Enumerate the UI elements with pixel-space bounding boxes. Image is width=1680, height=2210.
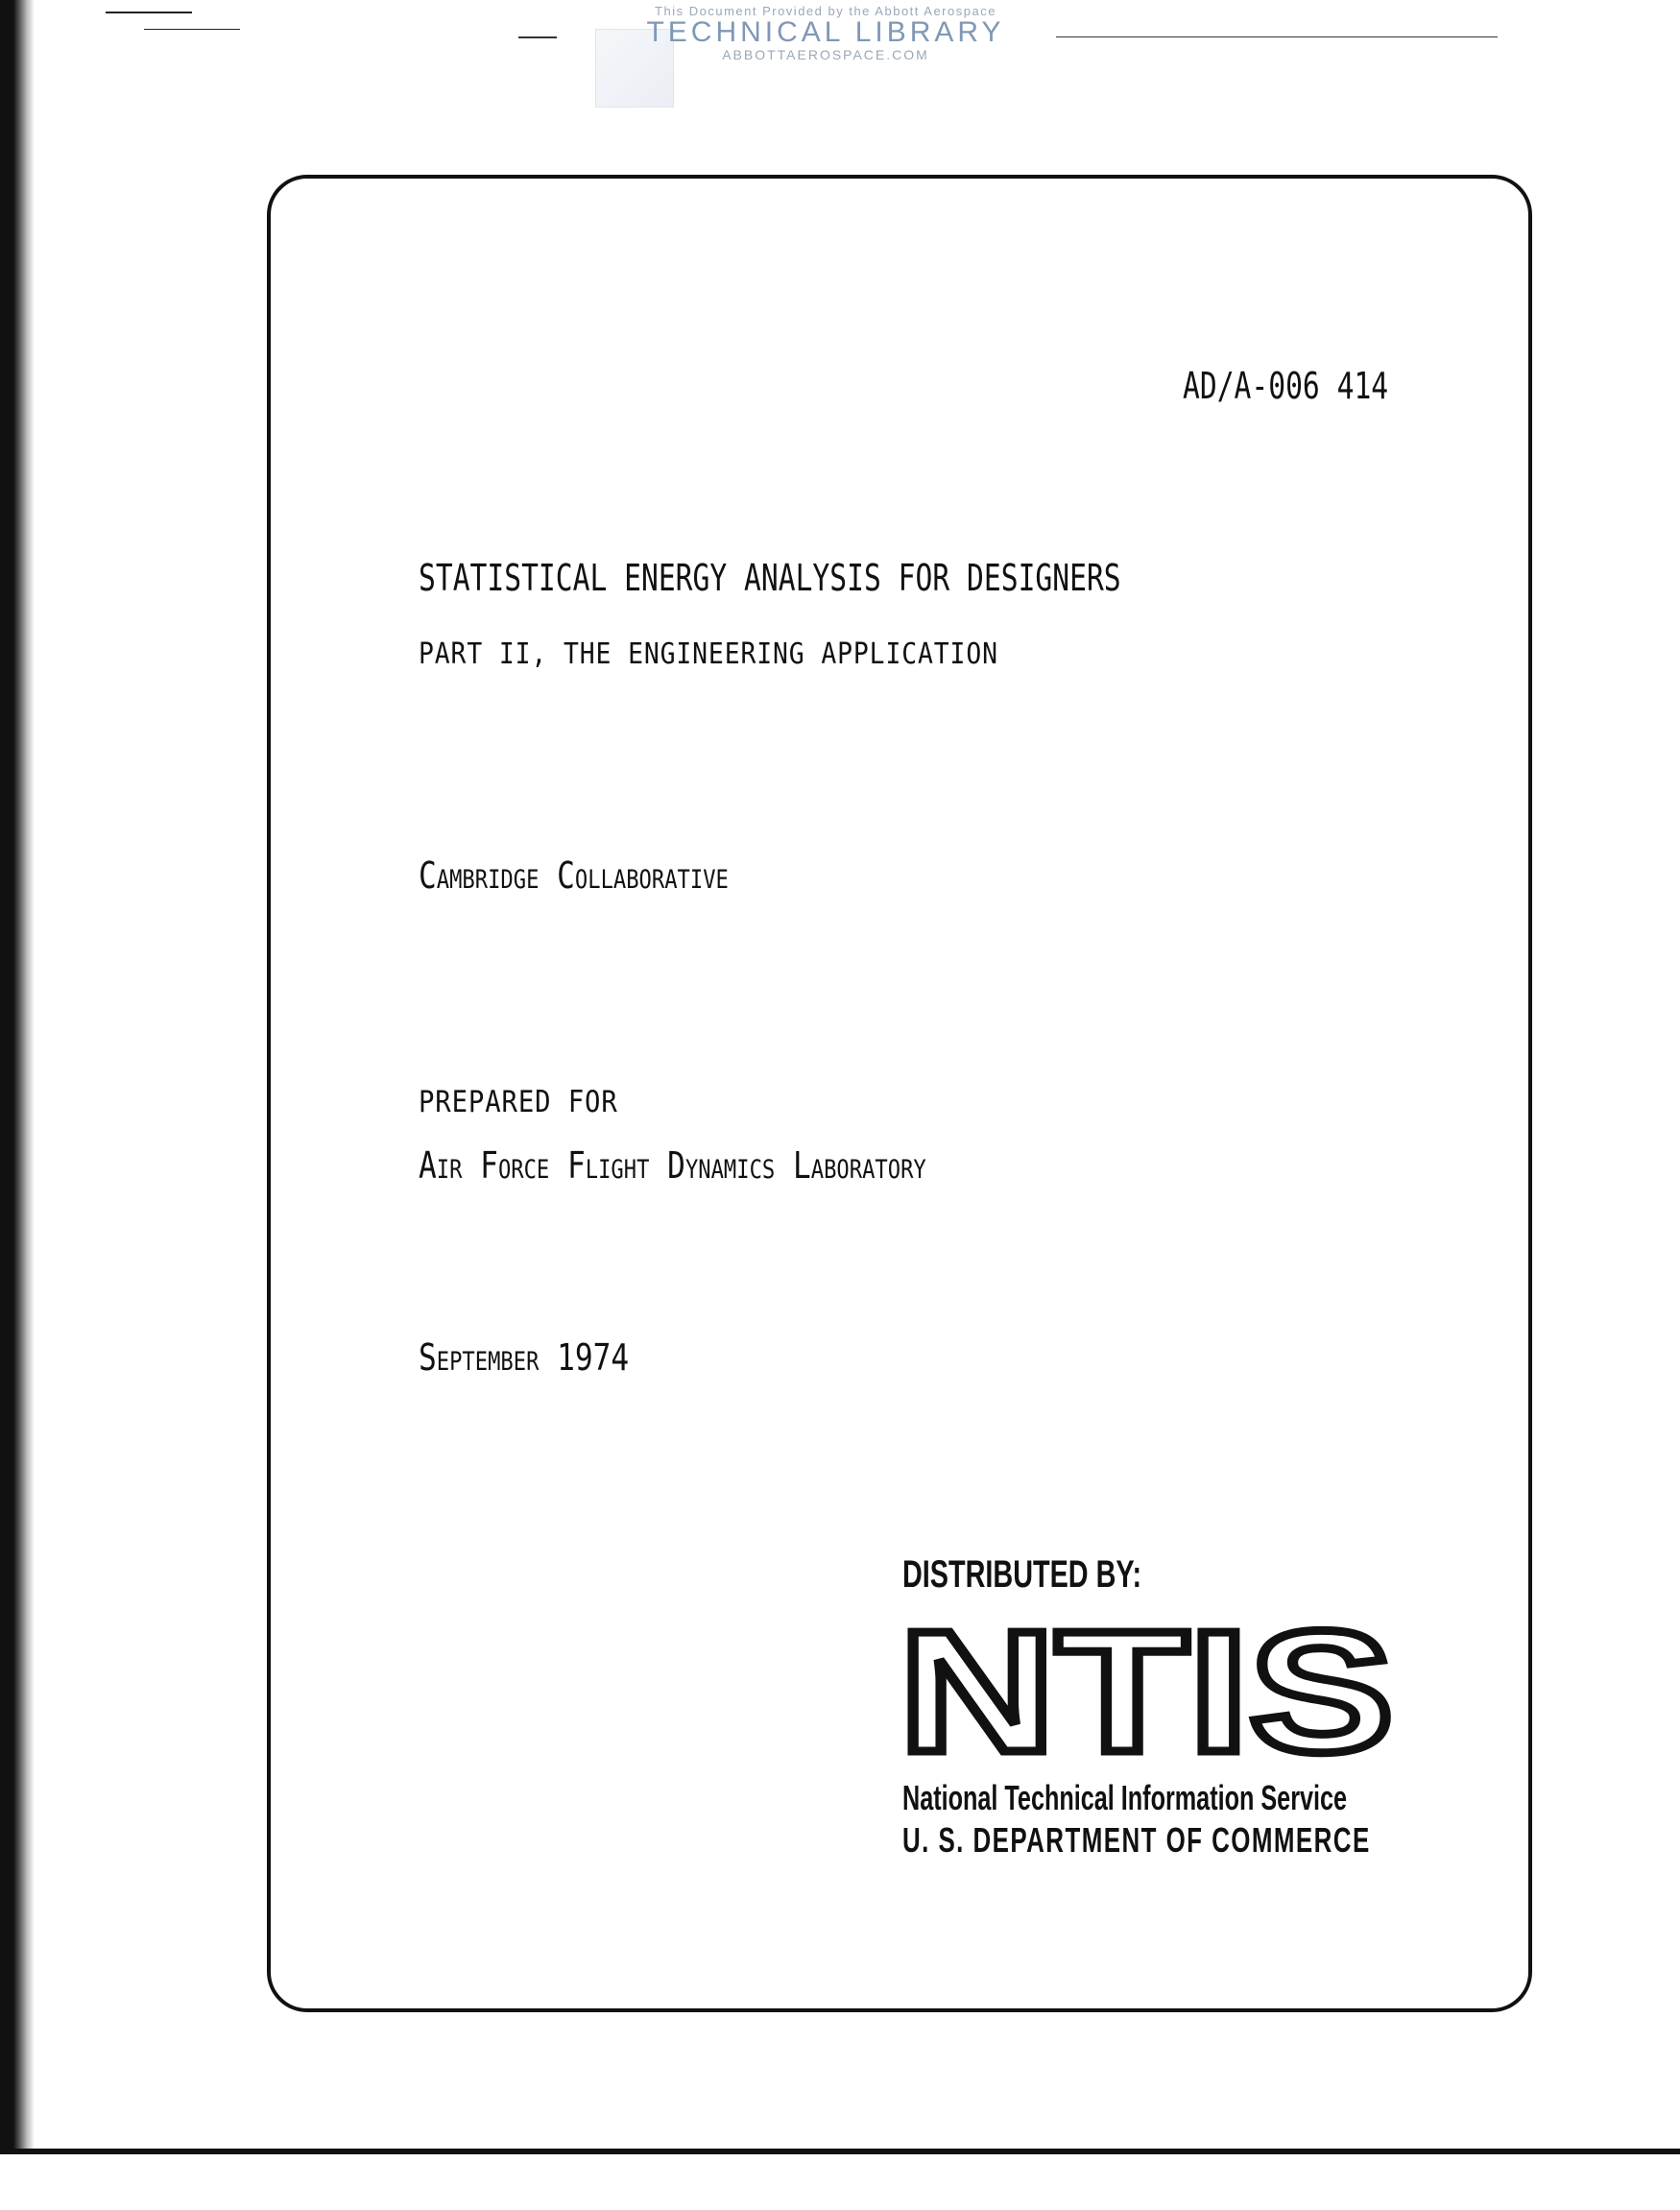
scan-speck	[144, 29, 240, 30]
watermark	[538, 4, 1114, 62]
distributed-by-label: DISTRIBUTED BY:	[902, 1553, 1142, 1596]
ntis-agency-name: National Technical Information Service	[902, 1778, 1348, 1817]
watermark-library-title: TECHNICAL LIBRARY	[646, 16, 1005, 48]
report-number: AD/A-006 414	[1183, 365, 1389, 407]
scan-bottom-edge	[0, 2149, 1680, 2154]
prepared-for-label: PREPARED FOR	[419, 1085, 618, 1119]
scan-left-edge	[0, 0, 35, 2150]
ntis-logo	[899, 1621, 1398, 1763]
report-title: STATISTICAL ENERGY ANALYSIS FOR DESIGNERS	[419, 557, 1121, 599]
sponsor: Air Force Flight Dynamics Laboratory	[419, 1144, 926, 1187]
author: Cambridge Collaborative	[419, 854, 729, 897]
publication-date: September 1974	[419, 1336, 630, 1379]
ntis-logo-text: NTIS	[899, 1621, 1394, 1763]
scan-speck	[106, 12, 192, 13]
report-subtitle: PART II, THE ENGINEERING APPLICATION	[419, 637, 998, 671]
ntis-department: U. S. DEPARTMENT OF COMMERCE	[902, 1820, 1371, 1860]
watermark-provided-by: This Document Provided by the Abbott Aerospace	[655, 4, 996, 18]
watermark-url: ABBOTTAEROSPACE.COM	[722, 47, 929, 62]
watermark-rule-right	[1056, 36, 1498, 37]
